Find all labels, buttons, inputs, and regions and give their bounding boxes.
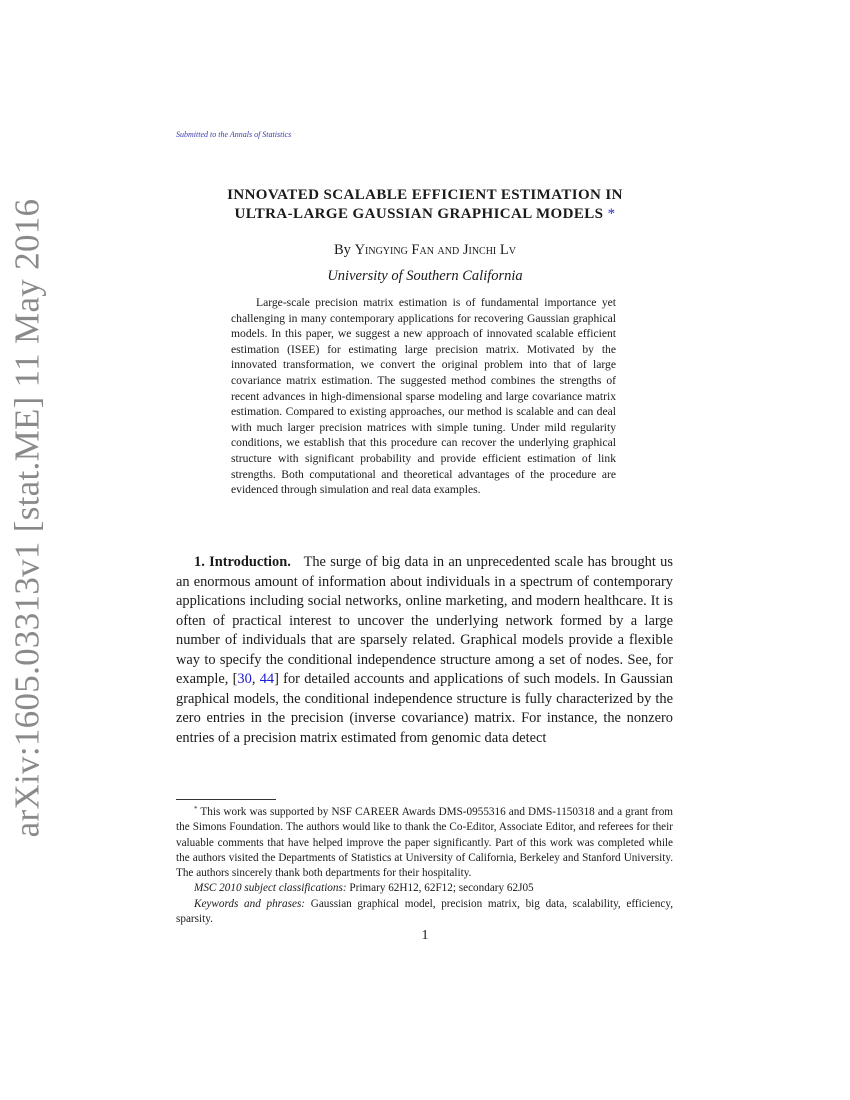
citation-link-44[interactable]: 44 bbox=[259, 671, 275, 687]
author-by: By bbox=[334, 242, 351, 258]
arxiv-identifier-text: arXiv:1605.03313v1 [stat.ME] 11 May 2016 bbox=[7, 198, 46, 838]
footnotes bbox=[176, 802, 673, 927]
citation-open-bracket: [ bbox=[232, 671, 238, 687]
footnote-mark: * bbox=[194, 805, 198, 813]
title-line-2 bbox=[160, 205, 690, 224]
title-line-2-text: ULTRA-LARGE GAUSSIAN GRAPHICAL MODELS bbox=[234, 206, 604, 222]
section-heading: Introduction. bbox=[209, 554, 291, 570]
journal-header: Submitted to the Annals of Statistics bbox=[176, 130, 292, 139]
funding-footnote bbox=[176, 802, 673, 881]
paper-title bbox=[160, 186, 690, 224]
citation-link-30[interactable]: 30 bbox=[237, 671, 252, 687]
affiliation: University of Southern California bbox=[327, 268, 523, 284]
citation-close-bracket: ] bbox=[274, 671, 279, 687]
citation-separator: , bbox=[251, 671, 260, 687]
arxiv-identifier-stamp bbox=[4, 198, 50, 838]
abstract bbox=[231, 295, 616, 498]
intro-text-part-1: The surge of big data in an unprecedented scale has brought us an enormous amount of information about individuals in a spectrum of contemporary applications including social networks, online marketing, and modern healthcare. It is often of practical interest to uncover the underlying network formed by a large number of individuals that are sparsely related. Graphical models provide a flexible way to specify the conditional independence structure among a set of nodes. See, for example, bbox=[176, 554, 673, 687]
title-line-1: INNOVATED SCALABLE EFFICIENT ESTIMATION IN bbox=[227, 187, 623, 203]
funding-text: This work was supported by NSF CAREER Awards DMS-0955316 and DMS-1150318 and a grant from the Simons Foundation. The authors would like to thank the Co-Editor, Associate Editor, and referees for their valuable comments that have helped improve the paper significantly. Part of this work was completed while the authors visited the Departments of Statistics at University of California, Berkeley and Stanford University. The authors sincerely thank both departments for their hospitality. bbox=[176, 806, 673, 880]
intro-paragraph bbox=[176, 553, 673, 748]
page-number: 1 bbox=[421, 928, 429, 943]
intro-text-part-2: for detailed accounts and applications of such models. In Gaussian graphical models, the conditional independence structure is fully characterized by the zero entries in the precision (inverse covariance) matrix. For instance, the nonzero entries of a precision matrix estimated from genomic data detect bbox=[176, 671, 673, 746]
msc-classification bbox=[176, 881, 673, 896]
msc-label: MSC 2010 subject classifications: bbox=[194, 882, 347, 895]
footnote-divider bbox=[176, 799, 276, 800]
author-line bbox=[160, 242, 690, 259]
section-number: 1. bbox=[194, 554, 205, 570]
abstract-text: Large-scale precision matrix estimation is of fundamental importance yet challenging in many contemporary applications for recovering Gaussian graphical models. In this paper, we suggest a new approach of innovated scalable efficient estimation (ISEE) for estimating large precision matrix. Motivated by the innovated transformation, we convert the original problem into that of large covariance matrix estimation. The suggested method combines the strengths of recent advances in high-dimensional sparse modeling and large covariance matrix estimation. Compared to existing approaches, our method is scalable and can deal with much larger precision matrices with simple tuning. Under mild regularity conditions, we establish that this procedure can recover the underlying graphical structure with significant probability and provide efficient estimation of link strengths. Both computational and theoretical advantages of the procedure are evidenced through simulation and real data examples. bbox=[231, 296, 616, 497]
title-footnote-link[interactable]: * bbox=[607, 206, 616, 222]
keywords-value: Gaussian graphical model, precision matrix, big data, scalability, efficiency, sparsity. bbox=[176, 897, 674, 926]
keywords bbox=[176, 897, 673, 928]
author-names: Yingying Fan and Jinchi Lv bbox=[354, 242, 516, 258]
keywords-label: Keywords and phrases: bbox=[194, 897, 306, 910]
introduction-section bbox=[176, 553, 673, 748]
msc-value: Primary 62H12, 62F12; secondary 62J05 bbox=[349, 882, 534, 895]
